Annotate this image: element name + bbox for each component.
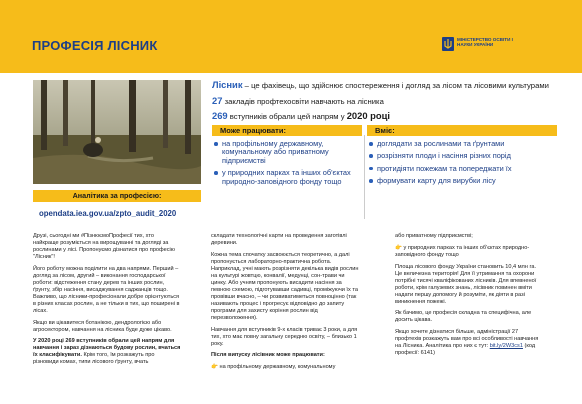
text: Якщо хочете дізнатися більше, адміністрації 27 профтехів розкажуть вам про всі особливості навчання на Лісника. Аналітика про них є тут:	[395, 329, 539, 350]
term: Лісник	[212, 79, 243, 90]
paragraph: складати технологічні карти на проведення заготівлі деревини.	[211, 233, 347, 246]
forester-photo	[33, 80, 201, 184]
work-item: у природних парках та інших об'єктах природно-заповідного фонду тощо	[212, 169, 362, 186]
analytics-block	[33, 190, 201, 232]
text: (код професії: 6141)	[395, 343, 536, 357]
entrants-text: вступників обрали цей напрям у	[227, 112, 347, 122]
trident-icon	[442, 37, 454, 51]
skills-list	[367, 140, 557, 186]
paragraph: Кожна тема спочатку засвоюється теоретично, а далі пропонується лабораторно-практична робота. Наприклад, учні мають розрізняти декілька видів рослин на культурі жовтцю, конвалії, медунці, сон-трави чи цинку. Або учням пропонують висадити насіння за певною схемою, підготувавши садивці, проміжуючи їх та провівши вчасно, – чи розвиватиметься повноцінно (так називають процес і прогресує відповідно до запиту програми для захисту коріння рослин від перезволоження).	[211, 251, 359, 321]
paragraph: або приватному підприємстві;	[395, 233, 473, 239]
page-title: ПРОФЕСІЯ ЛІСНИК	[32, 38, 158, 53]
analytics-short-link[interactable]: bit.ly/2W3cs1	[489, 343, 523, 350]
entrants-year: 2020 році	[346, 110, 390, 122]
column-2	[211, 233, 359, 376]
paragraph: Як бачимо, це професія складна та специфічна, але досить цікава.	[395, 310, 532, 324]
paragraph	[33, 338, 181, 366]
analytics-link[interactable]: opendata.iea.gov.ua/zpto_audit_2020	[39, 209, 177, 218]
skills-title: Вміє:	[367, 125, 557, 136]
schools-number: 27	[212, 94, 223, 106]
analytics-label: Аналітика за професією:	[33, 190, 201, 202]
divider	[364, 135, 365, 219]
intro-block	[212, 80, 557, 127]
skill-item: протидіяти пожежам та попереджати їх	[367, 165, 557, 173]
paragraph: Друзі, сьогодні ми #ПізнюємоПрофесії тих, хто найкраще розуміється на вирощуванні та догляді за рослинами у лісі. Пропонуємо дізнатися про професію "Лісник"!	[33, 233, 175, 260]
text: Крім того, їм розкажуть про різновиди комах, типи лісового ґрунту, вчать	[33, 352, 155, 366]
work-item: на профільному державному, комунальному або приватному підприємстві	[212, 140, 362, 165]
paragraph: Навчання для вступників 9-х класів триває 3 роки, а для тих, хто має повну загальну середню освіту, – близько 1 року.	[211, 326, 358, 347]
paragraph: Якщо ви цікавитеся ботанікою, дендрологією або агросектором, навчання на лісника буде дуже цікаво.	[33, 319, 172, 333]
ministry-logo-text: МІНІСТЕРСТВО ОСВІТИ І НАУКИ УКРАЇНИ	[457, 37, 513, 48]
column-1	[33, 233, 181, 371]
header-banner	[0, 0, 582, 73]
column-3	[395, 233, 543, 362]
work-box	[212, 125, 362, 190]
bold-text: У 2020 році 269 вступників обрали цей напрям для навчання і зараз дізнаються будову рослин, вчаться їх класифікувати.	[33, 338, 181, 359]
skill-item: доглядати за рослинами та ґрунтами	[367, 140, 557, 148]
definition-paragraph	[212, 80, 557, 91]
paragraph: 👉 у природних парках та інших об'єктах природно-заповідного фонду тощо	[395, 244, 530, 258]
paragraph: Його роботу можна поділити на два напрями. Перший – догляд за лісом, другий – виконання господарської роботи: відстеження стану дерев та інших рослин, ґрунту, збір насіння, висаджування саджанців тощо. Важливо, що лісники-професіонали добре орієнтуються в різних класах рослин, а не тільки в тих, що поширені в лісах.	[33, 265, 180, 314]
definition-text: – це фахівець, що здійснює спостереження і догляд за лісом та лісовими культурами	[242, 81, 549, 90]
schools-paragraph	[212, 96, 557, 107]
work-list	[212, 140, 362, 186]
schools-text: закладів профтехосвіти навчають на лісника	[222, 96, 384, 106]
entrants-paragraph	[212, 111, 557, 122]
skill-item: розрізняти плоди і насіння різних порід	[367, 152, 557, 160]
skills-box	[367, 125, 557, 190]
paragraph: Після випуску лісівник може працювати:	[211, 352, 325, 359]
paragraph: Площа лісового фонду України становить 10,4 млн га. Це величезна територія! Для її утримання та охорони потрібні тисячі кваліфікованих лісників. Для впевненої роботи, крім галузевих знань, лісівник повинен вміти надати першу допомогу й розуміти, як діяти в разі виникнення пожежі.	[395, 263, 537, 305]
paragraph	[395, 329, 543, 357]
work-title: Може працювати:	[212, 125, 362, 136]
skill-item: формувати карту для вирубки лісу	[367, 177, 557, 185]
entrants-number: 269	[212, 110, 228, 122]
paragraph: 👉 на профільному державному, комунальному	[211, 364, 336, 371]
